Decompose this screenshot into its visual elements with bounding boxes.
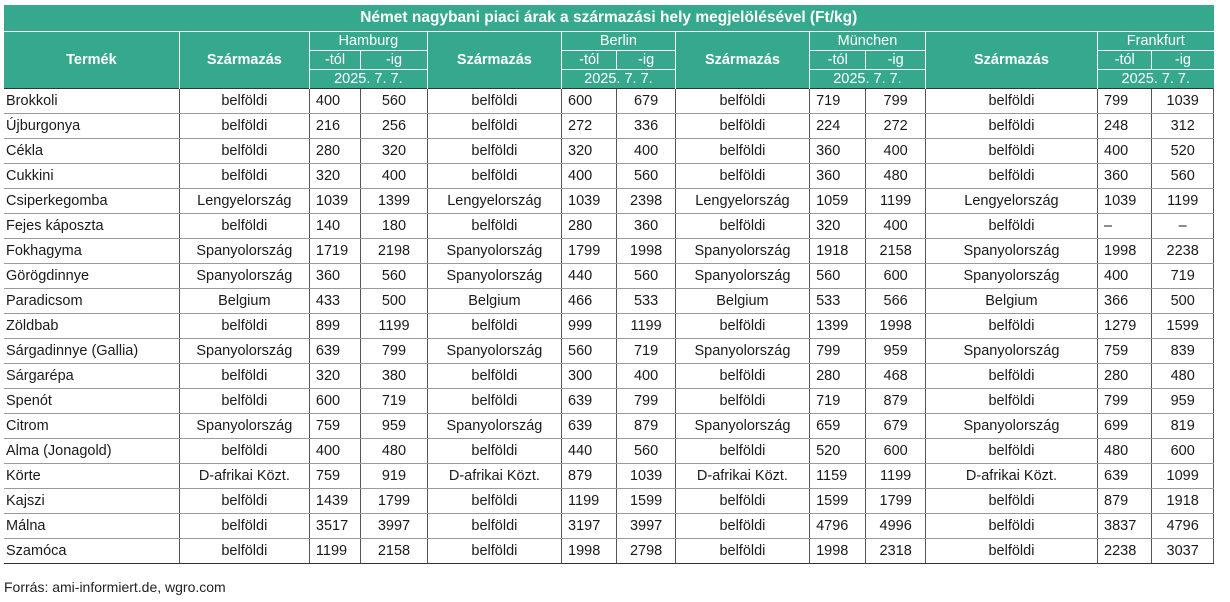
origin-cell: D-afrikai Közt. [179, 464, 309, 489]
header-to: -ig [617, 51, 675, 70]
price-to-cell: 520 [1152, 139, 1214, 164]
table-row [4, 164, 1214, 189]
product-cell: Fejes káposzta [4, 214, 179, 239]
price-to-cell: 400 [866, 214, 925, 239]
price-from-cell: 879 [1098, 489, 1152, 514]
price-to-cell: 1399 [361, 189, 428, 214]
price-from-cell: 400 [1098, 139, 1152, 164]
price-to-cell: 2158 [866, 239, 925, 264]
price-from-cell: 600 [309, 389, 360, 414]
price-to-cell: 1599 [617, 489, 675, 514]
price-from-cell: 366 [1098, 289, 1152, 314]
origin-cell: belföldi [179, 364, 309, 389]
price-to-cell: 500 [1152, 289, 1214, 314]
price-from-cell: 140 [309, 214, 360, 239]
price-to-cell: 799 [866, 89, 925, 114]
origin-cell: belföldi [179, 389, 309, 414]
origin-cell: belföldi [925, 364, 1097, 389]
header-date: 2025. 7. 7. [810, 70, 926, 89]
product-cell: Újburgonya [4, 114, 179, 139]
header-from: -tól [562, 51, 617, 70]
price-to-cell: 272 [866, 114, 925, 139]
table-header [4, 5, 1214, 89]
price-from-cell: 879 [562, 464, 617, 489]
price-to-cell: 1199 [361, 314, 428, 339]
origin-cell: belföldi [675, 314, 809, 339]
origin-cell: belföldi [675, 539, 809, 564]
table-body [4, 89, 1214, 564]
price-from-cell: 280 [810, 364, 866, 389]
product-cell: Fokhagyma [4, 239, 179, 264]
price-to-cell: 719 [1152, 264, 1214, 289]
product-cell: Alma (Jonagold) [4, 439, 179, 464]
price-to-cell: 1039 [1152, 89, 1214, 114]
price-from-cell: 400 [562, 164, 617, 189]
origin-cell: belföldi [675, 389, 809, 414]
price-to-cell: 1199 [866, 464, 925, 489]
price-from-cell: 320 [810, 214, 866, 239]
price-from-cell: 400 [1098, 264, 1152, 289]
price-to-cell: 566 [866, 289, 925, 314]
table-row [4, 139, 1214, 164]
price-to-cell: 2798 [617, 539, 675, 564]
price-from-cell: 759 [309, 464, 360, 489]
price-from-cell: 639 [309, 339, 360, 364]
header-date: 2025. 7. 7. [562, 70, 676, 89]
table-row [4, 464, 1214, 489]
price-to-cell: 400 [361, 164, 428, 189]
origin-cell: belföldi [675, 439, 809, 464]
price-from-cell: 999 [562, 314, 617, 339]
price-to-cell: 719 [617, 339, 675, 364]
price-from-cell: 1059 [810, 189, 866, 214]
price-to-cell: 480 [866, 164, 925, 189]
price-from-cell: 1039 [309, 189, 360, 214]
origin-cell: Spanyolország [427, 339, 561, 364]
price-to-cell: 400 [617, 364, 675, 389]
table-row [4, 364, 1214, 389]
price-to-cell: 2238 [1152, 239, 1214, 264]
price-to-cell: 560 [1152, 164, 1214, 189]
price-to-cell: 4796 [1152, 514, 1214, 539]
price-from-cell: 533 [810, 289, 866, 314]
origin-cell: belföldi [925, 214, 1097, 239]
price-from-cell: – [1098, 214, 1152, 239]
product-cell: Málna [4, 514, 179, 539]
price-to-cell: 533 [617, 289, 675, 314]
price-from-cell: 1918 [810, 239, 866, 264]
origin-cell: Lengyelország [925, 189, 1097, 214]
price-to-cell: 1199 [866, 189, 925, 214]
price-from-cell: 433 [309, 289, 360, 314]
price-from-cell: 1159 [810, 464, 866, 489]
price-from-cell: 248 [1098, 114, 1152, 139]
origin-cell: belföldi [925, 389, 1097, 414]
price-from-cell: 3517 [309, 514, 360, 539]
table-row [4, 539, 1214, 564]
header-origin-frankfurt: Származás [925, 32, 1097, 89]
price-to-cell: 879 [617, 414, 675, 439]
table-row [4, 489, 1214, 514]
price-from-cell: 520 [810, 439, 866, 464]
origin-cell: belföldi [427, 114, 561, 139]
origin-cell: belföldi [675, 89, 809, 114]
price-to-cell: 719 [361, 389, 428, 414]
header-from: -tól [810, 51, 866, 70]
price-from-cell: 360 [1098, 164, 1152, 189]
product-cell: Szamóca [4, 539, 179, 564]
price-from-cell: 272 [562, 114, 617, 139]
price-to-cell: 1199 [617, 314, 675, 339]
origin-cell: belföldi [427, 389, 561, 414]
origin-cell: Spanyolország [179, 414, 309, 439]
origin-cell: Spanyolország [675, 239, 809, 264]
price-from-cell: 1279 [1098, 314, 1152, 339]
header-to: -ig [361, 51, 428, 70]
price-from-cell: 799 [810, 339, 866, 364]
origin-cell: belföldi [675, 214, 809, 239]
price-from-cell: 560 [810, 264, 866, 289]
price-from-cell: 440 [562, 264, 617, 289]
origin-cell: belföldi [925, 114, 1097, 139]
header-origin-hamburg: Származás [179, 32, 309, 89]
origin-cell: belföldi [179, 514, 309, 539]
price-from-cell: 1998 [562, 539, 617, 564]
origin-cell: belföldi [925, 89, 1097, 114]
price-from-cell: 1439 [309, 489, 360, 514]
origin-cell: belföldi [427, 514, 561, 539]
origin-cell: Spanyolország [675, 339, 809, 364]
origin-cell: Spanyolország [925, 239, 1097, 264]
price-to-cell: 560 [617, 439, 675, 464]
price-to-cell: 3037 [1152, 539, 1214, 564]
price-to-cell: 3997 [361, 514, 428, 539]
price-from-cell: 320 [309, 164, 360, 189]
origin-cell: belföldi [427, 164, 561, 189]
origin-cell: belföldi [675, 139, 809, 164]
table-row [4, 289, 1214, 314]
price-to-cell: 679 [866, 414, 925, 439]
origin-cell: D-afrikai Közt. [675, 464, 809, 489]
origin-cell: Spanyolország [179, 339, 309, 364]
header-to: -ig [866, 51, 925, 70]
header-to: -ig [1152, 51, 1214, 70]
price-from-cell: 400 [309, 89, 360, 114]
price-to-cell: 839 [1152, 339, 1214, 364]
price-to-cell: 1918 [1152, 489, 1214, 514]
price-to-cell: 1998 [617, 239, 675, 264]
price-from-cell: 280 [562, 214, 617, 239]
price-to-cell: 799 [617, 389, 675, 414]
price-from-cell: 360 [810, 139, 866, 164]
header-date: 2025. 7. 7. [309, 70, 427, 89]
table-row [4, 314, 1214, 339]
origin-cell: belföldi [925, 439, 1097, 464]
price-from-cell: 360 [309, 264, 360, 289]
origin-cell: Spanyolország [925, 339, 1097, 364]
price-from-cell: 280 [309, 139, 360, 164]
product-cell: Görögdinnye [4, 264, 179, 289]
price-from-cell: 216 [309, 114, 360, 139]
origin-cell: Belgium [675, 289, 809, 314]
price-to-cell: 600 [866, 264, 925, 289]
price-to-cell: 3997 [617, 514, 675, 539]
price-to-cell: 2198 [361, 239, 428, 264]
origin-cell: belföldi [179, 89, 309, 114]
price-to-cell: 959 [866, 339, 925, 364]
origin-cell: belföldi [427, 439, 561, 464]
origin-cell: belföldi [675, 114, 809, 139]
price-to-cell: – [1152, 214, 1214, 239]
price-from-cell: 1998 [810, 539, 866, 564]
price-from-cell: 659 [810, 414, 866, 439]
origin-cell: belföldi [675, 364, 809, 389]
price-to-cell: 4996 [866, 514, 925, 539]
origin-cell: belföldi [179, 539, 309, 564]
origin-cell: belföldi [179, 114, 309, 139]
price-from-cell: 320 [562, 139, 617, 164]
origin-cell: belföldi [427, 139, 561, 164]
origin-cell: belföldi [179, 439, 309, 464]
price-to-cell: 468 [866, 364, 925, 389]
price-to-cell: 819 [1152, 414, 1214, 439]
origin-cell: belföldi [675, 164, 809, 189]
origin-cell: Spanyolország [925, 264, 1097, 289]
table-row [4, 214, 1214, 239]
header-from: -tól [1098, 51, 1152, 70]
price-to-cell: 320 [361, 139, 428, 164]
price-to-cell: 799 [361, 339, 428, 364]
price-to-cell: 360 [617, 214, 675, 239]
price-to-cell: 480 [1152, 364, 1214, 389]
price-to-cell: 600 [866, 439, 925, 464]
origin-cell: Belgium [179, 289, 309, 314]
product-cell: Csiperkegomba [4, 189, 179, 214]
price-to-cell: 959 [361, 414, 428, 439]
table-row [4, 114, 1214, 139]
product-cell: Cékla [4, 139, 179, 164]
header-city-berlin: Berlin [562, 32, 676, 51]
price-to-cell: 560 [361, 89, 428, 114]
price-from-cell: 320 [309, 364, 360, 389]
origin-cell: Spanyolország [675, 414, 809, 439]
table-row [4, 389, 1214, 414]
origin-cell: belföldi [179, 164, 309, 189]
price-to-cell: 560 [617, 264, 675, 289]
price-to-cell: 560 [617, 164, 675, 189]
origin-cell: belföldi [427, 364, 561, 389]
origin-cell: belföldi [427, 314, 561, 339]
price-from-cell: 466 [562, 289, 617, 314]
price-from-cell: 1719 [309, 239, 360, 264]
product-cell: Kajszi [4, 489, 179, 514]
price-from-cell: 639 [1098, 464, 1152, 489]
product-cell: Sárgadinnye (Gallia) [4, 339, 179, 364]
price-from-cell: 1039 [562, 189, 617, 214]
origin-cell: belföldi [427, 539, 561, 564]
price-to-cell: 180 [361, 214, 428, 239]
price-from-cell: 1998 [1098, 239, 1152, 264]
table-row [4, 189, 1214, 214]
origin-cell: D-afrikai Közt. [925, 464, 1097, 489]
origin-cell: belföldi [925, 539, 1097, 564]
price-to-cell: 380 [361, 364, 428, 389]
origin-cell: Spanyolország [925, 414, 1097, 439]
price-from-cell: 2238 [1098, 539, 1152, 564]
product-cell: Zöldbab [4, 314, 179, 339]
price-to-cell: 959 [1152, 389, 1214, 414]
price-from-cell: 4796 [810, 514, 866, 539]
price-from-cell: 1799 [562, 239, 617, 264]
header-date: 2025. 7. 7. [1098, 70, 1214, 89]
price-table [4, 5, 1214, 564]
price-from-cell: 799 [1098, 389, 1152, 414]
price-to-cell: 1039 [617, 464, 675, 489]
price-from-cell: 719 [810, 89, 866, 114]
origin-cell: belföldi [675, 514, 809, 539]
header-origin-munchen: Származás [675, 32, 809, 89]
origin-cell: Lengyelország [675, 189, 809, 214]
header-origin-berlin: Származás [427, 32, 561, 89]
origin-cell: belföldi [675, 489, 809, 514]
product-cell: Spenót [4, 389, 179, 414]
price-from-cell: 1199 [309, 539, 360, 564]
origin-cell: belföldi [925, 489, 1097, 514]
price-from-cell: 759 [1098, 339, 1152, 364]
origin-cell: belföldi [427, 489, 561, 514]
price-to-cell: 312 [1152, 114, 1214, 139]
price-from-cell: 1039 [1098, 189, 1152, 214]
origin-cell: belföldi [925, 139, 1097, 164]
price-to-cell: 2398 [617, 189, 675, 214]
price-from-cell: 224 [810, 114, 866, 139]
table-title: Német nagybani piaci árak a származási hely megjelölésével (Ft/kg) [4, 5, 1214, 32]
header-city-hamburg: Hamburg [309, 32, 427, 51]
price-to-cell: 256 [361, 114, 428, 139]
origin-cell: Spanyolország [427, 264, 561, 289]
product-cell: Körte [4, 464, 179, 489]
price-from-cell: 1599 [810, 489, 866, 514]
origin-cell: Spanyolország [179, 264, 309, 289]
source-note: Forrás: ami-informiert.de, wgro.com [4, 579, 226, 595]
price-to-cell: 2158 [361, 539, 428, 564]
origin-cell: Spanyolország [427, 239, 561, 264]
price-to-cell: 879 [866, 389, 925, 414]
origin-cell: Spanyolország [179, 239, 309, 264]
product-cell: Citrom [4, 414, 179, 439]
price-to-cell: 679 [617, 89, 675, 114]
price-from-cell: 719 [810, 389, 866, 414]
price-from-cell: 759 [309, 414, 360, 439]
origin-cell: belföldi [179, 314, 309, 339]
origin-cell: Belgium [427, 289, 561, 314]
product-cell: Brokkoli [4, 89, 179, 114]
header-city-munchen: München [810, 32, 926, 51]
price-to-cell: 2318 [866, 539, 925, 564]
table-row [4, 264, 1214, 289]
price-from-cell: 1199 [562, 489, 617, 514]
product-cell: Cukkini [4, 164, 179, 189]
price-from-cell: 560 [562, 339, 617, 364]
origin-cell: Belgium [925, 289, 1097, 314]
price-from-cell: 400 [309, 439, 360, 464]
price-to-cell: 919 [361, 464, 428, 489]
price-to-cell: 1998 [866, 314, 925, 339]
origin-cell: belföldi [925, 164, 1097, 189]
price-from-cell: 3197 [562, 514, 617, 539]
price-from-cell: 639 [562, 389, 617, 414]
table-row [4, 239, 1214, 264]
header-city-frankfurt: Frankfurt [1098, 32, 1214, 51]
price-to-cell: 480 [361, 439, 428, 464]
price-to-cell: 600 [1152, 439, 1214, 464]
table-row [4, 414, 1214, 439]
table-row [4, 89, 1214, 114]
price-from-cell: 480 [1098, 439, 1152, 464]
price-from-cell: 440 [562, 439, 617, 464]
price-from-cell: 899 [309, 314, 360, 339]
price-from-cell: 799 [1098, 89, 1152, 114]
price-from-cell: 360 [810, 164, 866, 189]
table-row [4, 339, 1214, 364]
price-from-cell: 600 [562, 89, 617, 114]
price-to-cell: 336 [617, 114, 675, 139]
product-cell: Paradicsom [4, 289, 179, 314]
price-to-cell: 400 [617, 139, 675, 164]
price-to-cell: 1599 [1152, 314, 1214, 339]
price-from-cell: 280 [1098, 364, 1152, 389]
origin-cell: belföldi [179, 489, 309, 514]
origin-cell: belföldi [427, 214, 561, 239]
price-from-cell: 639 [562, 414, 617, 439]
table-row [4, 439, 1214, 464]
price-to-cell: 1799 [866, 489, 925, 514]
price-to-cell: 1799 [361, 489, 428, 514]
origin-cell: belföldi [179, 139, 309, 164]
price-from-cell: 699 [1098, 414, 1152, 439]
origin-cell: Lengyelország [179, 189, 309, 214]
header-product: Termék [4, 32, 179, 89]
price-to-cell: 500 [361, 289, 428, 314]
table-row [4, 514, 1214, 539]
origin-cell: Lengyelország [427, 189, 561, 214]
header-from: -tól [309, 51, 360, 70]
origin-cell: Spanyolország [675, 264, 809, 289]
origin-cell: belföldi [925, 514, 1097, 539]
product-cell: Sárgarépa [4, 364, 179, 389]
price-from-cell: 1399 [810, 314, 866, 339]
price-from-cell: 3837 [1098, 514, 1152, 539]
price-to-cell: 1199 [1152, 189, 1214, 214]
price-to-cell: 1099 [1152, 464, 1214, 489]
price-to-cell: 400 [866, 139, 925, 164]
origin-cell: belföldi [925, 314, 1097, 339]
origin-cell: belföldi [427, 89, 561, 114]
price-to-cell: 560 [361, 264, 428, 289]
origin-cell: D-afrikai Közt. [427, 464, 561, 489]
price-from-cell: 300 [562, 364, 617, 389]
origin-cell: Spanyolország [427, 414, 561, 439]
origin-cell: belföldi [179, 214, 309, 239]
